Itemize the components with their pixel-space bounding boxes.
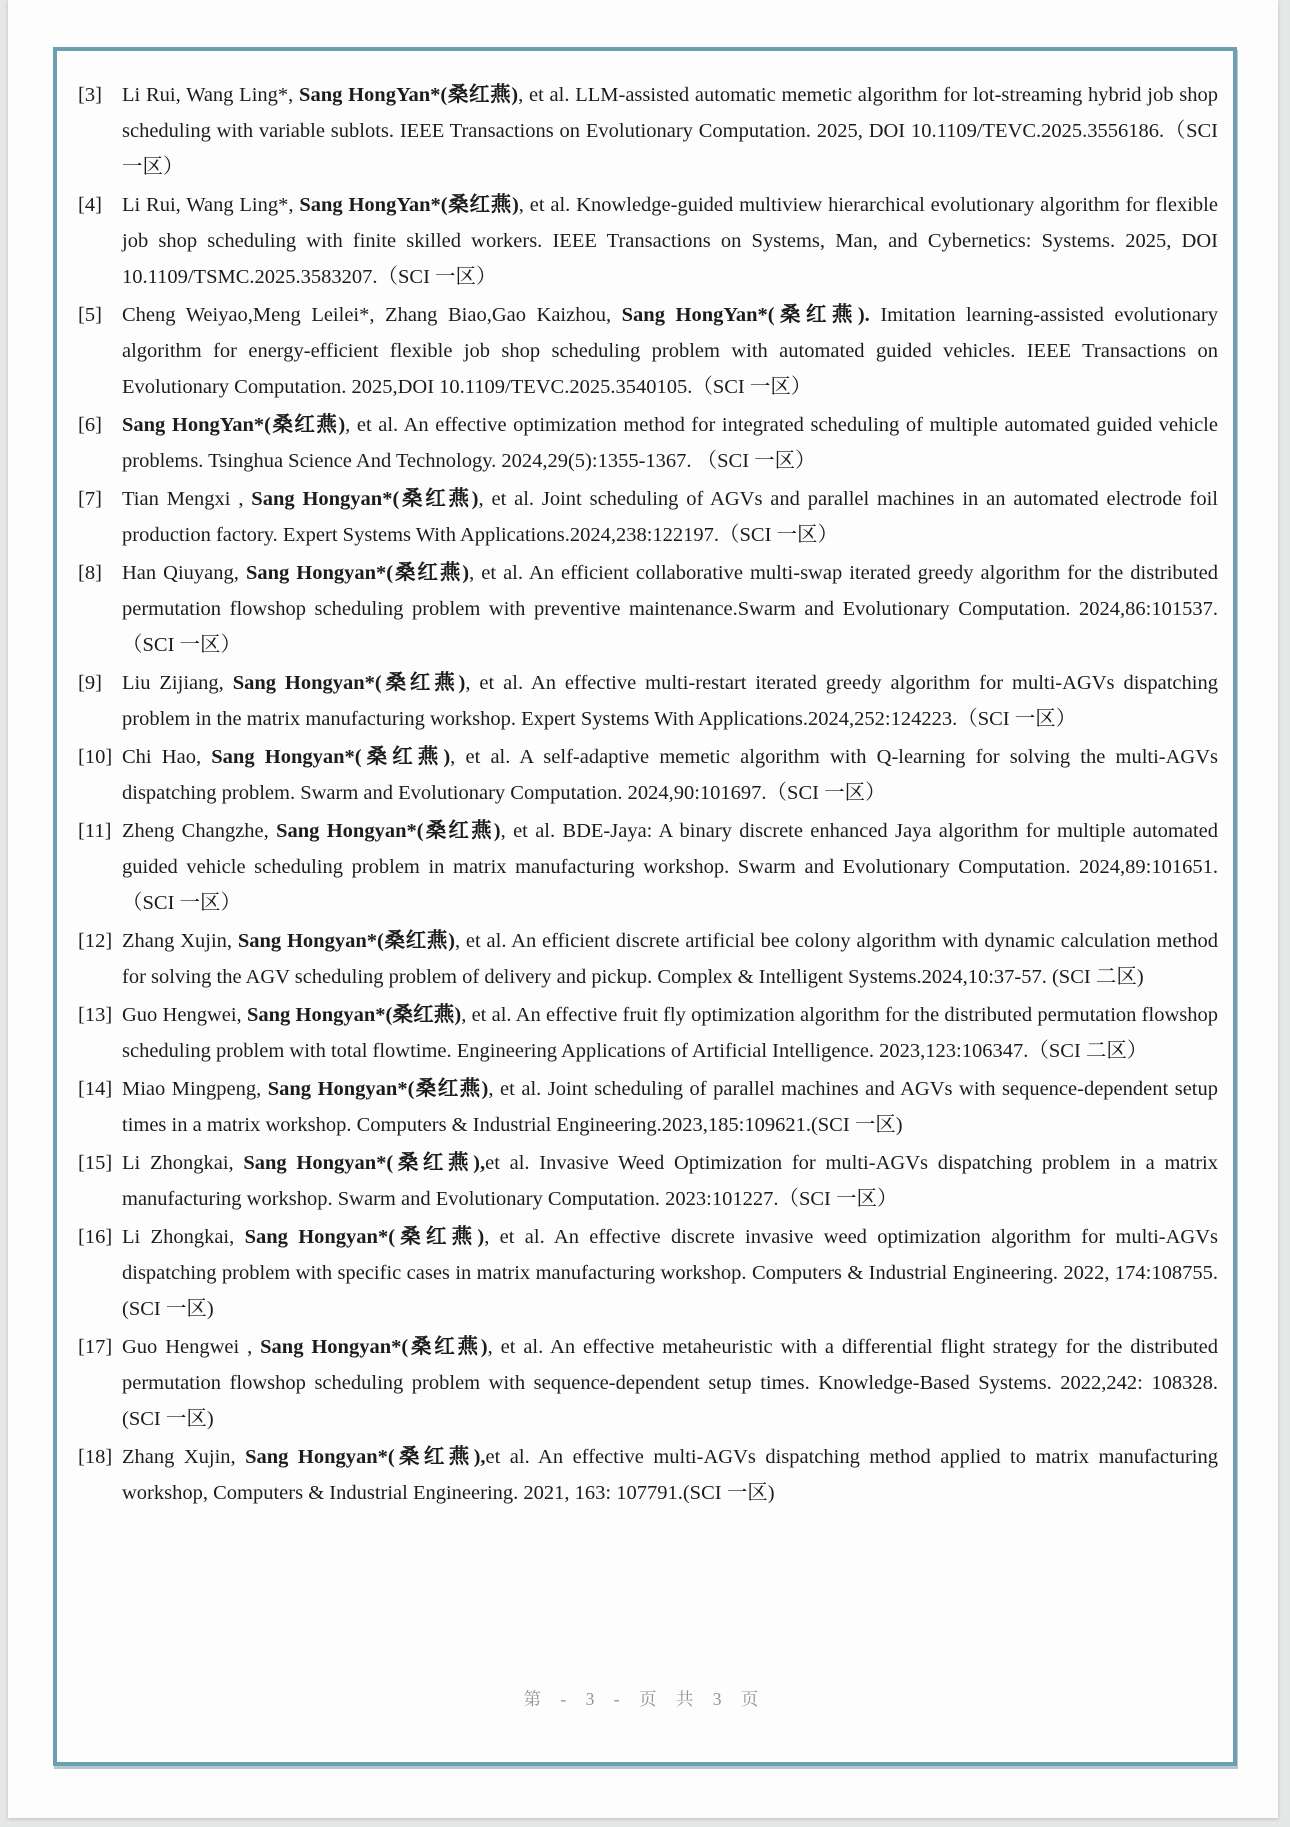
reference-number: [7] (78, 488, 102, 510)
reference-number: [13] (78, 1004, 113, 1026)
page-border-frame (53, 47, 1237, 1766)
reference-text: Liu Zijiang, Sang Hongyan*(桑红燕), et al. An effective multi-restart iterated greedy algorithm for multi-AGVs dispatching problem in the matrix manufacturing workshop. Expert Systems With Applications.2024,252:124223.（SCI 一区） (122, 672, 1218, 730)
reference-item (78, 665, 1218, 737)
page-footer: 第 - 3 - 页 共 3 页 (523, 1689, 763, 1709)
reference-text: Sang HongYan*(桑红燕), et al. An effective optimization method for integrated scheduling of multiple automated guided vehicle problems. Tsinghua Science And Technology. 2024,29(5):1355-1367. （SCI 一区） (122, 414, 1218, 472)
reference-text: Zhang Xujin, Sang Hongyan*(桑红燕),et al. An effective multi-AGVs dispatching method applied to matrix manufacturing workshop, Computers & Industrial Engineering. 2021, 163: 107791.(SCI 一区) (122, 1446, 1218, 1504)
reference-item (78, 481, 1218, 553)
reference-text: Cheng Weiyao,Meng Leilei*, Zhang Biao,Gao Kaizhou, Sang HongYan*(桑红燕). Imitation learning-assisted evolutionary algorithm for energy-efficient flexible job shop scheduling problem with automated guided vehicles. IEEE Transactions on Evolutionary Computation. 2025,DOI 10.1109/TEVC.2025.3540105.（SCI 一区） (122, 304, 1218, 398)
reference-number: [8] (78, 562, 102, 584)
reference-item (78, 813, 1218, 921)
reference-item (78, 77, 1218, 185)
reference-number: [12] (78, 930, 113, 952)
reference-number: [4] (78, 194, 102, 216)
reference-item (78, 1439, 1218, 1511)
reference-item (78, 1219, 1218, 1327)
reference-text: Tian Mengxi , Sang Hongyan*(桑红燕), et al. Joint scheduling of AGVs and parallel machines in an automated electrode foil production factory. Expert Systems With Applications.2024,238:122197.（SCI 一区） (122, 488, 1218, 546)
reference-number: [14] (78, 1078, 113, 1100)
reference-text: Han Qiuyang, Sang Hongyan*(桑红燕), et al. An efficient collaborative multi-swap iterated greedy algorithm for the distributed permutation flowshop scheduling problem with preventive maintenance.Swarm and Evolutionary Computation. 2024,86:101537.（SCI 一区） (122, 562, 1218, 656)
reference-text: Zheng Changzhe, Sang Hongyan*(桑红燕), et al. BDE-Jaya: A binary discrete enhanced Jaya algorithm for multiple automated guided vehicle scheduling problem in matrix manufacturing workshop. Swarm and Evolutionary Computation. 2024,89:101651.（SCI 一区） (122, 820, 1218, 914)
reference-number: [9] (78, 672, 102, 694)
reference-number: [16] (78, 1226, 113, 1248)
reference-item (78, 1329, 1218, 1437)
document-page (8, 0, 1278, 1818)
reference-number: [18] (78, 1446, 113, 1468)
reference-text: Li Rui, Wang Ling*, Sang HongYan*(桑红燕), et al. LLM-assisted automatic memetic algorithm for lot-streaming hybrid job shop scheduling with variable sublots. IEEE Transactions on Evolutionary Computation. 2025, DOI 10.1109/TEVC.2025.3556186.（SCI 一区） (122, 84, 1218, 178)
reference-item (78, 187, 1218, 295)
reference-number: [17] (78, 1336, 113, 1358)
reference-number: [6] (78, 414, 102, 436)
reference-item (78, 739, 1218, 811)
reference-item (78, 997, 1218, 1069)
reference-number: [11] (78, 820, 112, 842)
reference-text: Li Zhongkai, Sang Hongyan*(桑红燕),et al. Invasive Weed Optimization for multi-AGVs dispatching problem in a matrix manufacturing workshop. Swarm and Evolutionary Computation. 2023:101227.（SCI 一区） (122, 1152, 1218, 1210)
reference-text: Zhang Xujin, Sang Hongyan*(桑红燕), et al. An efficient discrete artificial bee colony algorithm with dynamic calculation method for solving the AGV scheduling problem of delivery and pickup. Complex & Intelligent Systems.2024,10:37-57. (SCI 二区) (122, 930, 1218, 988)
reference-text: Li Zhongkai, Sang Hongyan*(桑红燕), et al. An effective discrete invasive weed optimization algorithm for multi-AGVs dispatching problem with specific cases in matrix manufacturing workshop. Computers & Industrial Engineering. 2022, 174:108755.(SCI 一区) (122, 1226, 1218, 1320)
reference-list (78, 77, 1218, 1511)
reference-text: Miao Mingpeng, Sang Hongyan*(桑红燕), et al. Joint scheduling of parallel machines and AGVs with sequence-dependent setup times in a matrix workshop. Computers & Industrial Engineering.2023,185:109621.(SCI 一区) (122, 1078, 1218, 1136)
reference-item (78, 297, 1218, 405)
reference-text: Guo Hengwei, Sang Hongyan*(桑红燕), et al. An effective fruit fly optimization algorithm for the distributed permutation flowshop scheduling problem with total flowtime. Engineering Applications of Artificial Intelligence. 2023,123:106347.（SCI 二区） (122, 1004, 1218, 1062)
reference-text: Chi Hao, Sang Hongyan*(桑红燕), et al. A self-adaptive memetic algorithm with Q-learning for solving the multi-AGVs dispatching problem. Swarm and Evolutionary Computation. 2024,90:101697.（SCI 一区） (122, 746, 1218, 804)
reference-text: Li Rui, Wang Ling*, Sang HongYan*(桑红燕), et al. Knowledge-guided multiview hierarchical evolutionary algorithm for flexible job shop scheduling with finite skilled workers. IEEE Transactions on Systems, Man, and Cybernetics: Systems. 2025, DOI 10.1109/TSMC.2025.3583207.（SCI 一区） (122, 194, 1218, 288)
reference-item (78, 1145, 1218, 1217)
reference-number: [15] (78, 1152, 113, 1174)
reference-number: [5] (78, 304, 102, 326)
reference-number: [3] (78, 84, 102, 106)
reference-item (78, 555, 1218, 663)
reference-item (78, 1071, 1218, 1143)
reference-text: Guo Hengwei , Sang Hongyan*(桑红燕), et al. An effective metaheuristic with a differential flight strategy for the distributed permutation flowshop scheduling problem with sequence-dependent setup times. Knowledge-Based Systems. 2022,242: 108328. (SCI 一区) (122, 1336, 1218, 1430)
reference-item (78, 923, 1218, 995)
reference-item (78, 407, 1218, 479)
reference-number: [10] (78, 746, 113, 768)
